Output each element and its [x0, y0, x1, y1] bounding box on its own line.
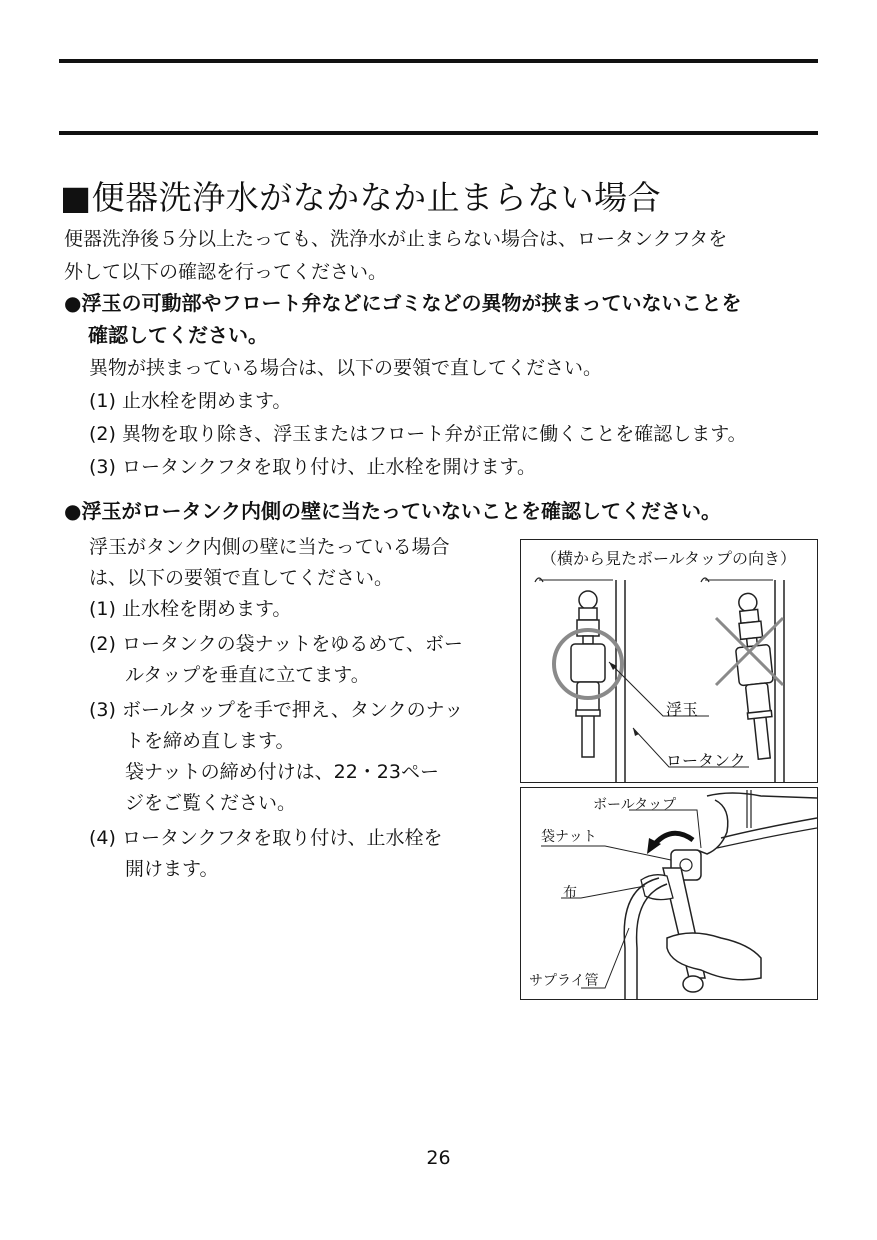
- ball-tap-correct: [571, 591, 605, 757]
- check2-note: ジをご覧ください。: [125, 792, 297, 814]
- header-rule-bottom: [59, 131, 818, 135]
- figure-caption: （横から見たボールタップの向き）: [541, 549, 797, 568]
- check1-heading-line: ●浮玉の可動部やフロート弁などにゴミなどの異物が挟まっていないことを: [64, 291, 742, 315]
- label-cap-nut: 袋ナット: [541, 829, 597, 845]
- label-supply-pipe: サプライ管: [529, 973, 599, 989]
- check2-step-cont: トを締め直します。: [125, 730, 295, 752]
- check2-step: (4) ロータンクフタを取り付け、止水栓を: [89, 827, 443, 849]
- label-low-tank: ロータンク: [666, 751, 746, 770]
- intro-line: 便器洗浄後５分以上たっても、洗浄水が止まらない場合は、ロータンクフタを: [64, 228, 728, 250]
- check2-note: 袋ナットの締め付けは、22・23ペー: [125, 761, 439, 783]
- check2-step-cont: ルタップを垂直に立てます。: [125, 664, 370, 686]
- check2-heading-line: ●浮玉がロータンク内側の壁に当たっていないことを確認してください。: [64, 499, 722, 523]
- check2-step-cont: 開けます。: [125, 858, 219, 880]
- check1-heading-line: 確認してください。: [88, 323, 268, 347]
- tightening-nut-figure: [520, 787, 818, 1000]
- ball-tap-orientation-illustration: [521, 540, 817, 782]
- label-float: 浮玉: [666, 700, 699, 719]
- header-rule-top: [59, 59, 818, 63]
- check1-lead: 異物が挟まっている場合は、以下の要領で直してください。: [89, 357, 603, 379]
- check1-heading: [64, 287, 741, 351]
- check2-lead: は、以下の要領で直してください。: [89, 567, 394, 589]
- intro-line: 外して以下の確認を行ってください。: [64, 261, 388, 283]
- label-cloth: 布: [563, 885, 577, 901]
- check2-heading: [64, 495, 721, 527]
- check1-step: (3) ロータンクフタを取り付け、止水栓を開けます。: [89, 456, 536, 478]
- check2-lead: 浮玉がタンク内側の壁に当たっている場合: [89, 536, 450, 558]
- check2-body: [89, 532, 463, 885]
- section-title: ■便器洗浄水がなかなか止まらない場合: [60, 178, 662, 217]
- check2-step: (2) ロータンクの袋ナットをゆるめて、ボー: [89, 633, 463, 655]
- check1-step: (1) 止水栓を閉めます。: [89, 390, 292, 412]
- ball-tap-orientation-figure: [520, 539, 818, 783]
- check2-step: (1) 止水栓を閉めます。: [89, 598, 292, 620]
- section-intro: [64, 223, 824, 289]
- page-number: 26: [426, 1147, 451, 1169]
- label-ball-tap: ボールタップ: [593, 797, 677, 813]
- check1-step: (2) 異物を取り除き、浮玉またはフロート弁が正常に働くことを確認します。: [89, 423, 747, 445]
- check2-step: (3) ボールタップを手で押え、タンクのナッ: [89, 699, 464, 721]
